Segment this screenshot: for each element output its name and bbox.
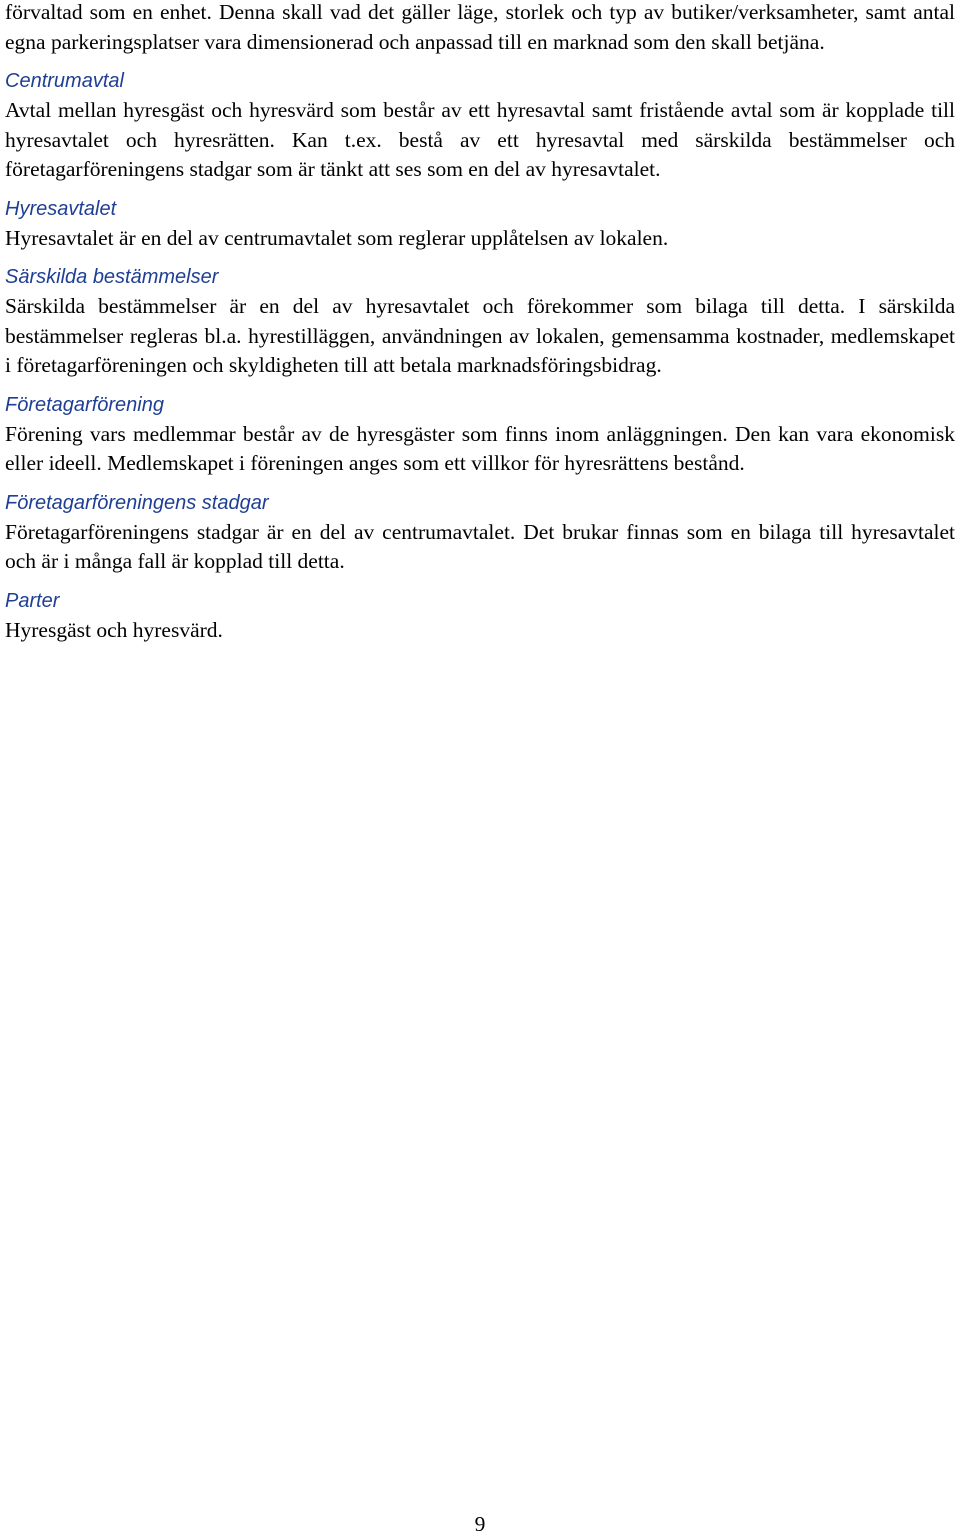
section-body: Hyresavtalet är en del av centrumavtalet som reglerar upplåtelsen av lokalen. — [5, 225, 669, 250]
section-foretagarforeningens-stadgar — [5, 491, 955, 577]
section-heading: Företagarförening — [5, 393, 164, 416]
section-heading: Företagarföreningens stadgar — [5, 491, 269, 514]
section-parter — [5, 589, 955, 646]
page-number: 9 — [474, 1512, 486, 1536]
section-centrumavtal — [5, 69, 955, 185]
section-hyresavtalet — [5, 197, 955, 254]
section-body: Särskilda bestämmelser är en del av hyresavtalet och förekommer som bilaga till detta. I särskilda bestämmelser regleras bl.a. hyrestilläggen, användningen av lokalen, gemensamma kostnader, medlemskapet i företagarföreningen och skyldigheten till att betala marknadsföringsbidrag. — [5, 294, 955, 377]
intro-paragraph: förvaltad som en enhet. Denna skall vad det gäller läge, storlek och typ av butiker/verksamheter, samt antal egna parkeringsplatser vara dimensionerad och anpassad till en marknad som den skall betjäna. — [5, 0, 955, 54]
section-body: Företagarföreningens stadgar är en del av centrumavtalet. Det brukar finnas som en bilaga till hyresavtalet och är i många fall är kopplad till detta. — [5, 519, 955, 573]
section-body: Hyresgäst och hyresvärd. — [5, 617, 223, 642]
section-heading: Särskilda bestämmelser — [5, 266, 219, 288]
document-page — [5, 0, 955, 645]
section-heading: Centrumavtal — [5, 70, 124, 92]
section-sarskilda-bestammelser — [5, 265, 955, 381]
section-heading: Parter — [5, 589, 60, 612]
section-heading: Hyresavtalet — [5, 197, 117, 220]
section-body: Avtal mellan hyresgäst och hyresvärd som består av ett hyresavtal samt fristående avtal som är kopplade till hyresavtalet och hyresrätten. Kan t.ex. bestå av ett hyresavtal med särskilda bestämmelser och företagarföreningens stadgar som är tänkt att ses som en del av hyresavtalet. — [5, 98, 955, 181]
section-foretagarforening — [5, 393, 955, 479]
section-body: Förening vars medlemmar består av de hyresgäster som finns inom anläggningen. Den kan vara ekonomisk eller ideell. Medlemskapet i föreningen anges som ett villkor för hyresrättens bestånd. — [5, 421, 955, 475]
